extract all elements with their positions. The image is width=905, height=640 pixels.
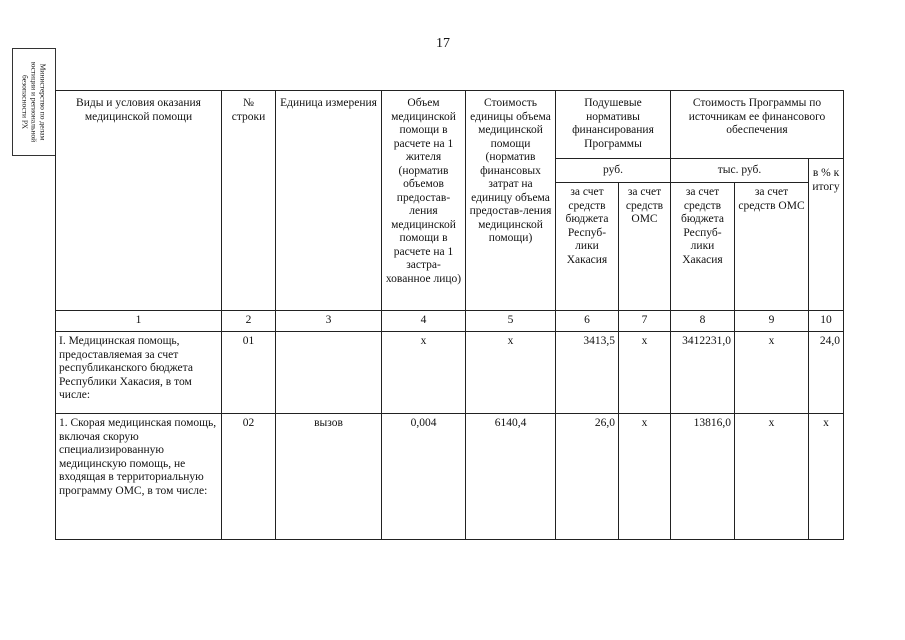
header-thous-rub: тыс. руб. (671, 159, 809, 183)
column-number: 7 (619, 311, 671, 332)
row-line: 02 (222, 414, 276, 540)
row-unit (276, 332, 382, 414)
row-name: I. Медицинская помощь, предоставляемая за счет республиканского бюджета Республики Хакасия, в том числе: (56, 332, 222, 414)
row-unit: вызов (276, 414, 382, 540)
header-volume: Объем медицинской помощи в расчете на 1 жителя (норматив объемов предостав-ления медицинской помощи в расчете на 1 застра-хованное лицо) (382, 91, 466, 311)
row-volume: 0,004 (382, 414, 466, 540)
row-oms-norm: x (619, 414, 671, 540)
column-numbers-row (56, 311, 844, 332)
header-row (56, 91, 844, 159)
row-budget-norm: 26,0 (556, 414, 619, 540)
table-row (56, 414, 844, 540)
row-oms-cost: x (735, 414, 809, 540)
row-budget-norm: 3413,5 (556, 332, 619, 414)
header-program-cost: Стоимость Программы по источникам ее финансового обеспечения (671, 91, 844, 159)
row-budget-cost: 3412231,0 (671, 332, 735, 414)
row-cost: x (466, 332, 556, 414)
row-cost: 6140,4 (466, 414, 556, 540)
header-kinds: Виды и условия оказания медицинской помощи (56, 91, 222, 311)
page-number: 17 (436, 36, 450, 51)
row-budget-cost: 13816,0 (671, 414, 735, 540)
column-number: 10 (809, 311, 844, 332)
header-line-number: № строки (222, 91, 276, 311)
header-oms-cost: за счет средств ОМС (735, 183, 809, 311)
column-number: 2 (222, 311, 276, 332)
table-row (56, 332, 844, 414)
header-rub: руб. (556, 159, 671, 183)
header-oms-norm: за счет средств ОМС (619, 183, 671, 311)
stamp-line: безопасности РХ (20, 75, 30, 129)
stamp-text (21, 62, 48, 142)
column-number: 6 (556, 311, 619, 332)
header-budget-norm: за счет средств бюджета Респуб-лики Хакасия (556, 183, 619, 311)
row-percent: x (809, 414, 844, 540)
column-number: 3 (276, 311, 382, 332)
row-oms-cost: x (735, 332, 809, 414)
program-cost-table (55, 90, 844, 540)
row-percent: 24,0 (809, 332, 844, 414)
column-number: 9 (735, 311, 809, 332)
column-number: 8 (671, 311, 735, 332)
registration-stamp (12, 48, 56, 156)
column-number: 5 (466, 311, 556, 332)
row-oms-norm: x (619, 332, 671, 414)
header-percent: в % к итогу (809, 159, 844, 311)
stamp-line: Министерство по делам (38, 63, 48, 141)
column-number: 1 (56, 311, 222, 332)
column-number: 4 (382, 311, 466, 332)
row-volume: x (382, 332, 466, 414)
header-unit-cost: Стоимость единицы объема медицинской помощи (норматив финансовых затрат на единицу объема предостав-ления медицинской помощи) (466, 91, 556, 311)
stamp-line: юстиции и региональной (29, 61, 39, 143)
row-line: 01 (222, 332, 276, 414)
row-name: 1. Скорая медицинская помощь, включая скорую специализированную медицинскую помощь, не входящая в территориальную программу ОМС, в том числе: (56, 414, 222, 540)
header-budget-cost: за счет средств бюджета Респуб-лики Хакасия (671, 183, 735, 311)
header-per-capita-norms: Подушевые нормативы финансирования Программы (556, 91, 671, 159)
header-unit: Единица измерения (276, 91, 382, 311)
